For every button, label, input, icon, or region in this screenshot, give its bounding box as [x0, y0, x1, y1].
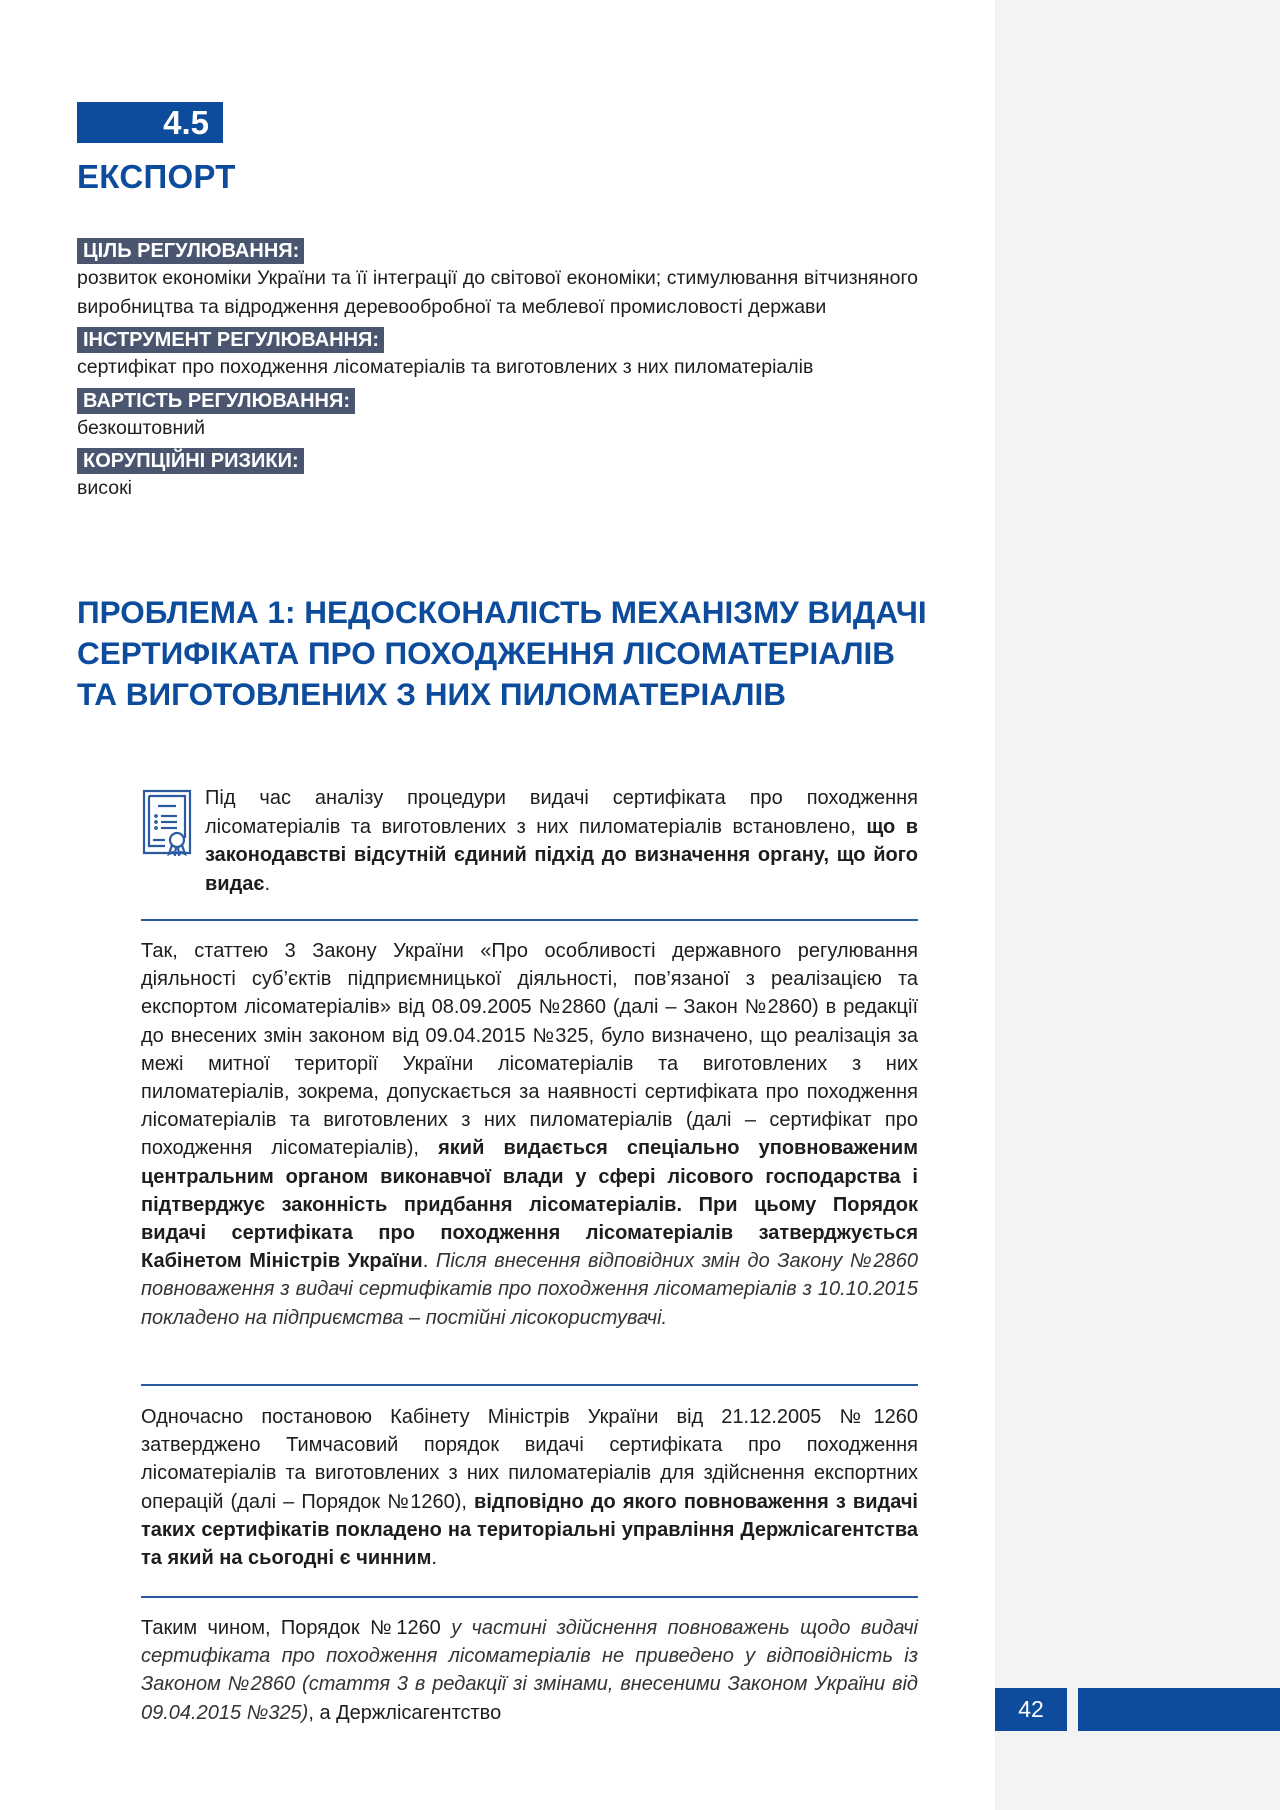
- meta-label-instrument: ІНСТРУМЕНТ РЕГУЛЮВАННЯ:: [77, 327, 384, 353]
- meta-label-cost: ВАРТІСТЬ РЕГУЛЮВАННЯ:: [77, 388, 355, 414]
- p1-bold: який видається спеціально уповноваженим центральним органом виконавчої влади у сфері лісового господарства і підтверджує законність придбання лісоматеріалів. При цьому Порядок видачі сертифіката про походження лісоматеріалів затверджується Кабінетом Міністрів України: [141, 1137, 918, 1273]
- callout-text-bold: що в законодавстві відсутній єдиний підхід до визначення органу, що його видає: [205, 815, 918, 895]
- meta-value-cost: безкоштовний: [77, 416, 206, 439]
- callout-text: [205, 784, 918, 898]
- footer-bar: [1078, 1688, 1280, 1731]
- side-panel: [995, 0, 1280, 1810]
- divider-2: [141, 1384, 918, 1386]
- meta-instrument: [77, 327, 918, 382]
- meta-label-goal: ЦІЛЬ РЕГУЛЮВАННЯ:: [77, 238, 304, 264]
- divider-3: [141, 1596, 918, 1598]
- meta-goal: [77, 238, 918, 321]
- section-title: ЕКСПОРТ: [77, 158, 236, 195]
- p2-bold: відповідно до якого повноваження з видачі таких сертифікатів покладено на територіальні управління Держлісагентства та який на сьогодні є чинним: [141, 1490, 918, 1570]
- meta-label-corruption-risks: КОРУПЦІЙНІ РИЗИКИ:: [77, 448, 304, 474]
- p1-mid: .: [422, 1250, 436, 1273]
- callout-text-end: .: [264, 872, 271, 895]
- meta-cost: [77, 388, 918, 443]
- meta-corruption-risks: [77, 448, 918, 503]
- regulation-summary: [77, 238, 918, 509]
- meta-value-instrument: сертифікат про походження лісоматеріалів та виготовлених з них пиломатеріалів: [77, 356, 814, 378]
- p2-regular: Одночасно постановою Кабінету Міністрів України від 21.12.2005 №1260 затверджено Тимчасовий порядок видачі сертифіката про походження лісоматеріалів та виготовлених з них пиломатеріалів для здійснення експортних операцій (далі – Порядок №1260),: [141, 1406, 918, 1513]
- callout-text-regular: Під час аналізу процедури видачі сертифіката про походження лісоматеріалів та виготовлених з них пиломатеріалів встановлено,: [205, 787, 918, 838]
- page-number: 42: [995, 1688, 1067, 1731]
- meta-value-goal: розвиток економіки України та її інтеграції до світової економіки; стимулювання вітчизняного виробництва та відродження деревообробної та меблевої промисловості держави: [77, 267, 918, 318]
- p2-end: .: [431, 1547, 437, 1570]
- section-number-badge: 4.5: [77, 102, 223, 143]
- p3-regular: Таким чином, Порядок №1260: [141, 1617, 452, 1639]
- divider-1: [141, 919, 918, 921]
- p3-italic: у частині здійснення повноважень щодо видачі сертифіката про походження лісоматеріалів не приведено у відповідність із Законом №2860 (стаття 3 в редакції зі змінами, внесеними Законом України від 09.04.2015 №325): [141, 1617, 918, 1724]
- paragraph-law-2860: [141, 937, 918, 1332]
- paragraph-order-1260: [141, 1403, 918, 1572]
- problem-title: ПРОБЛЕМА 1: НЕДОСКОНАЛІСТЬ МЕХАНІЗМУ ВИДАЧІ СЕРТИФІКАТА ПРО ПОХОДЖЕННЯ ЛІСОМАТЕРІАЛІВ ТА ВИГОТОВЛЕНИХ З НИХ ПИЛОМАТЕРІАЛІВ: [77, 594, 927, 712]
- p1-italic: Після внесення відповідних змін до Закону №2860 повноваження з видачі сертифікатів про походження лісоматеріалів з 10.10.2015 покладено на підприємства – постійні лісокористувачі.: [141, 1250, 918, 1329]
- p3-end: , а Держлісагентство: [308, 1701, 502, 1724]
- callout-box: [141, 784, 918, 898]
- certificate-icon: [141, 788, 193, 856]
- meta-value-corruption-risks: високі: [77, 477, 132, 499]
- p1-regular: Так, статтею 3 Закону України «Про особливості державного регулювання діяльності суб’єктів підприємницької діяльності, пов’язаної з реалізацією та експортом лісоматеріалів» від 08.09.2005 №2860 (далі – Закон №2860) в редакції до внесених змін законом від 09.04.2015 №325, було визначено, що реалізація за межі митної території України лісоматеріалів та виготовлених з них пиломатеріалів, зокрема, допускається за наявності сертифіката про походження лісоматеріалів та виготовлених з них пиломатеріалів (далі – сертифікат про походження лісоматеріалів),: [141, 940, 918, 1160]
- paragraph-conclusion: [141, 1614, 918, 1727]
